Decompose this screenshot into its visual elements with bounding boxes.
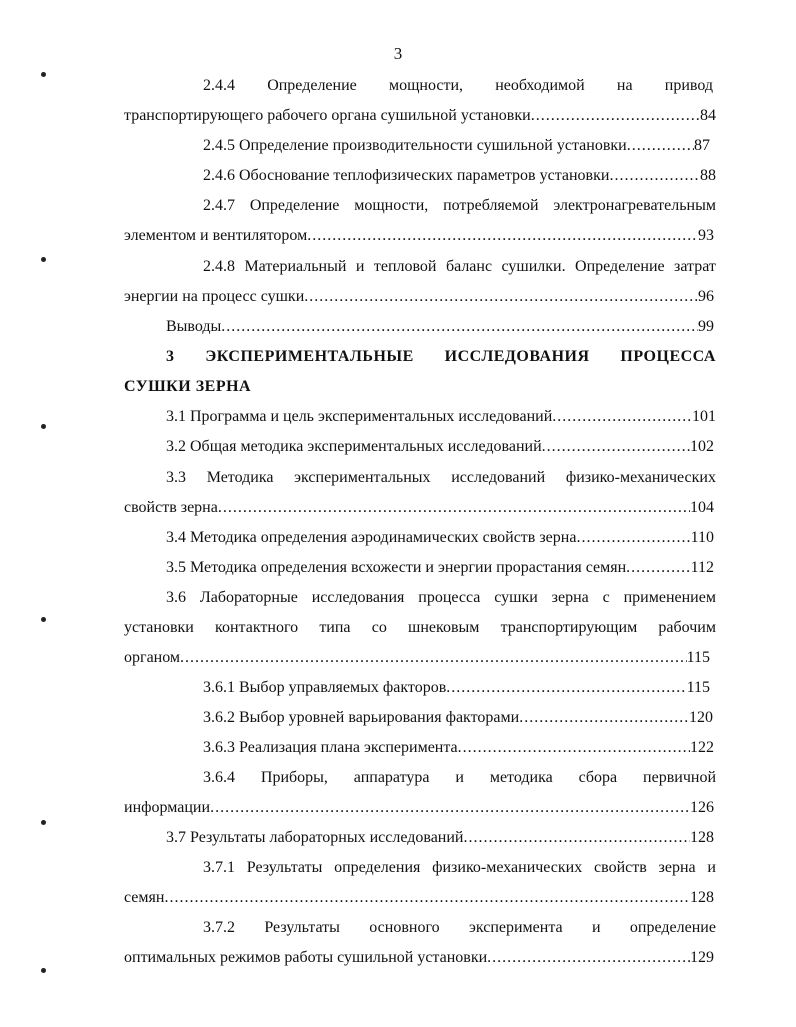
toc-entry-3-6-4-line2: информации ..... 126	[124, 796, 714, 820]
section-3-heading-line1: 3 ЭКСПЕРИМЕНТАЛЬНЫЕ ИССЛЕДОВАНИЯ ПРОЦЕССА	[166, 348, 716, 365]
toc-entry-3-7-2-line1: 3.7.2 Результаты основного эксперимента и определение	[203, 919, 716, 936]
toc-entry-3-4: 3.4 Методика определения аэродинамических свойств зерна ..... 110	[166, 526, 714, 550]
page-ref: 104	[690, 499, 714, 516]
page-ref: 96	[698, 288, 714, 305]
toc-entry-3-5: 3.5 Методика определения всхожести и энергии прорастания семян ..... 112	[166, 556, 714, 580]
page-ref: 122	[690, 739, 714, 756]
page-ref: 84	[700, 107, 716, 124]
toc-entry-3-6-line1: 3.6 Лабораторные исследования процесса сушки зерна с применением	[166, 589, 716, 606]
binding-hole-mark	[41, 72, 46, 77]
page-ref: 115	[686, 679, 710, 696]
page-ref: 102	[690, 438, 714, 455]
toc-entry-3-7-1-line2: семян ..... 128	[124, 886, 714, 910]
toc-entry-3-2: 3.2 Общая методика экспериментальных исследований ..... 102	[166, 435, 714, 459]
toc-entry-2-4-8-line1: 2.4.8 Материальный и тепловой баланс сушилки. Определение затрат	[203, 258, 716, 275]
toc-entry-3-6-2: 3.6.2 Выбор уровней варьирования факторами ..... 120	[203, 706, 713, 730]
page-number: 3	[393, 44, 403, 63]
page-ref: 128	[690, 829, 714, 846]
toc-entry-2-4-7-line2: элементом и вентилятором ..... 93	[124, 224, 714, 248]
toc-entry-3-6-3: 3.6.3 Реализация плана эксперимента ..... 122	[203, 736, 714, 760]
toc-entry-3-6-4-line1: 3.6.4 Приборы, аппаратура и методика сбора первичной	[203, 769, 716, 786]
page-ref: 120	[689, 709, 713, 726]
toc-entry-3-6-1: 3.6.1 Выбор управляемых факторов ..... 115	[203, 676, 710, 700]
binding-hole-mark	[41, 257, 46, 262]
page-ref: 101	[692, 408, 716, 425]
toc-entry-3-3-line2: свойств зерна ..... 104	[124, 496, 714, 520]
binding-hole-mark	[41, 424, 46, 429]
toc-entry-3-7: 3.7 Результаты лабораторных исследований ..... 128	[166, 826, 714, 850]
binding-hole-mark	[41, 820, 46, 825]
toc-entry-3-7-1-line1: 3.7.1 Результаты определения физико-механических свойств зерна и	[203, 859, 716, 876]
page-ref: 115	[686, 649, 710, 666]
page-ref: 128	[690, 889, 714, 906]
page-ref: 110	[690, 529, 714, 546]
toc-entry-3-3-line1: 3.3 Методика экспериментальных исследований физико-механических	[166, 469, 716, 486]
toc-entry-3-1: 3.1 Программа и цель экспериментальных исследований ..... 101	[166, 405, 716, 429]
toc-entry-2-4-8-line2: энергии на процесс сушки ..... 96	[124, 285, 714, 309]
toc-entry-2-4-4-line1: 2.4.4 Определение мощности, необходимой на привод	[203, 77, 713, 94]
toc-entry-2-4-7-line1: 2.4.7 Определение мощности, потребляемой электронагревательным	[203, 197, 716, 214]
page-ref: 129	[690, 949, 714, 966]
toc-entry-conclusions: Выводы ..... 99	[166, 315, 714, 339]
page-ref: 99	[698, 318, 714, 335]
toc-entry-3-6-line2: установки контактного типа со шнековым транспортирующим рабочим	[124, 619, 716, 636]
binding-hole-mark	[41, 617, 46, 622]
toc-entry-3-6-line3: органом ..... 115	[124, 646, 710, 670]
page-ref: 87	[694, 137, 710, 154]
page-ref: 93	[698, 227, 714, 244]
page-ref: 88	[700, 167, 716, 184]
toc-entry-2-4-5: 2.4.5 Определение производительности сушильной установки ..... 87	[203, 134, 710, 158]
toc-entry-2-4-6: 2.4.6 Обоснование теплофизических параметров установки ..... 88	[203, 164, 716, 188]
page-ref: 126	[690, 799, 714, 816]
section-3-heading-line2: СУШКИ ЗЕРНА	[124, 378, 252, 395]
binding-hole-mark	[41, 968, 46, 973]
toc-entry-3-7-2-line2: оптимальных режимов работы сушильной установки ..... 129	[124, 946, 714, 970]
toc-entry-2-4-4-line2: транспортирующего рабочего органа сушильной установки ..... 84	[124, 104, 716, 128]
page-ref: 112	[690, 559, 714, 576]
